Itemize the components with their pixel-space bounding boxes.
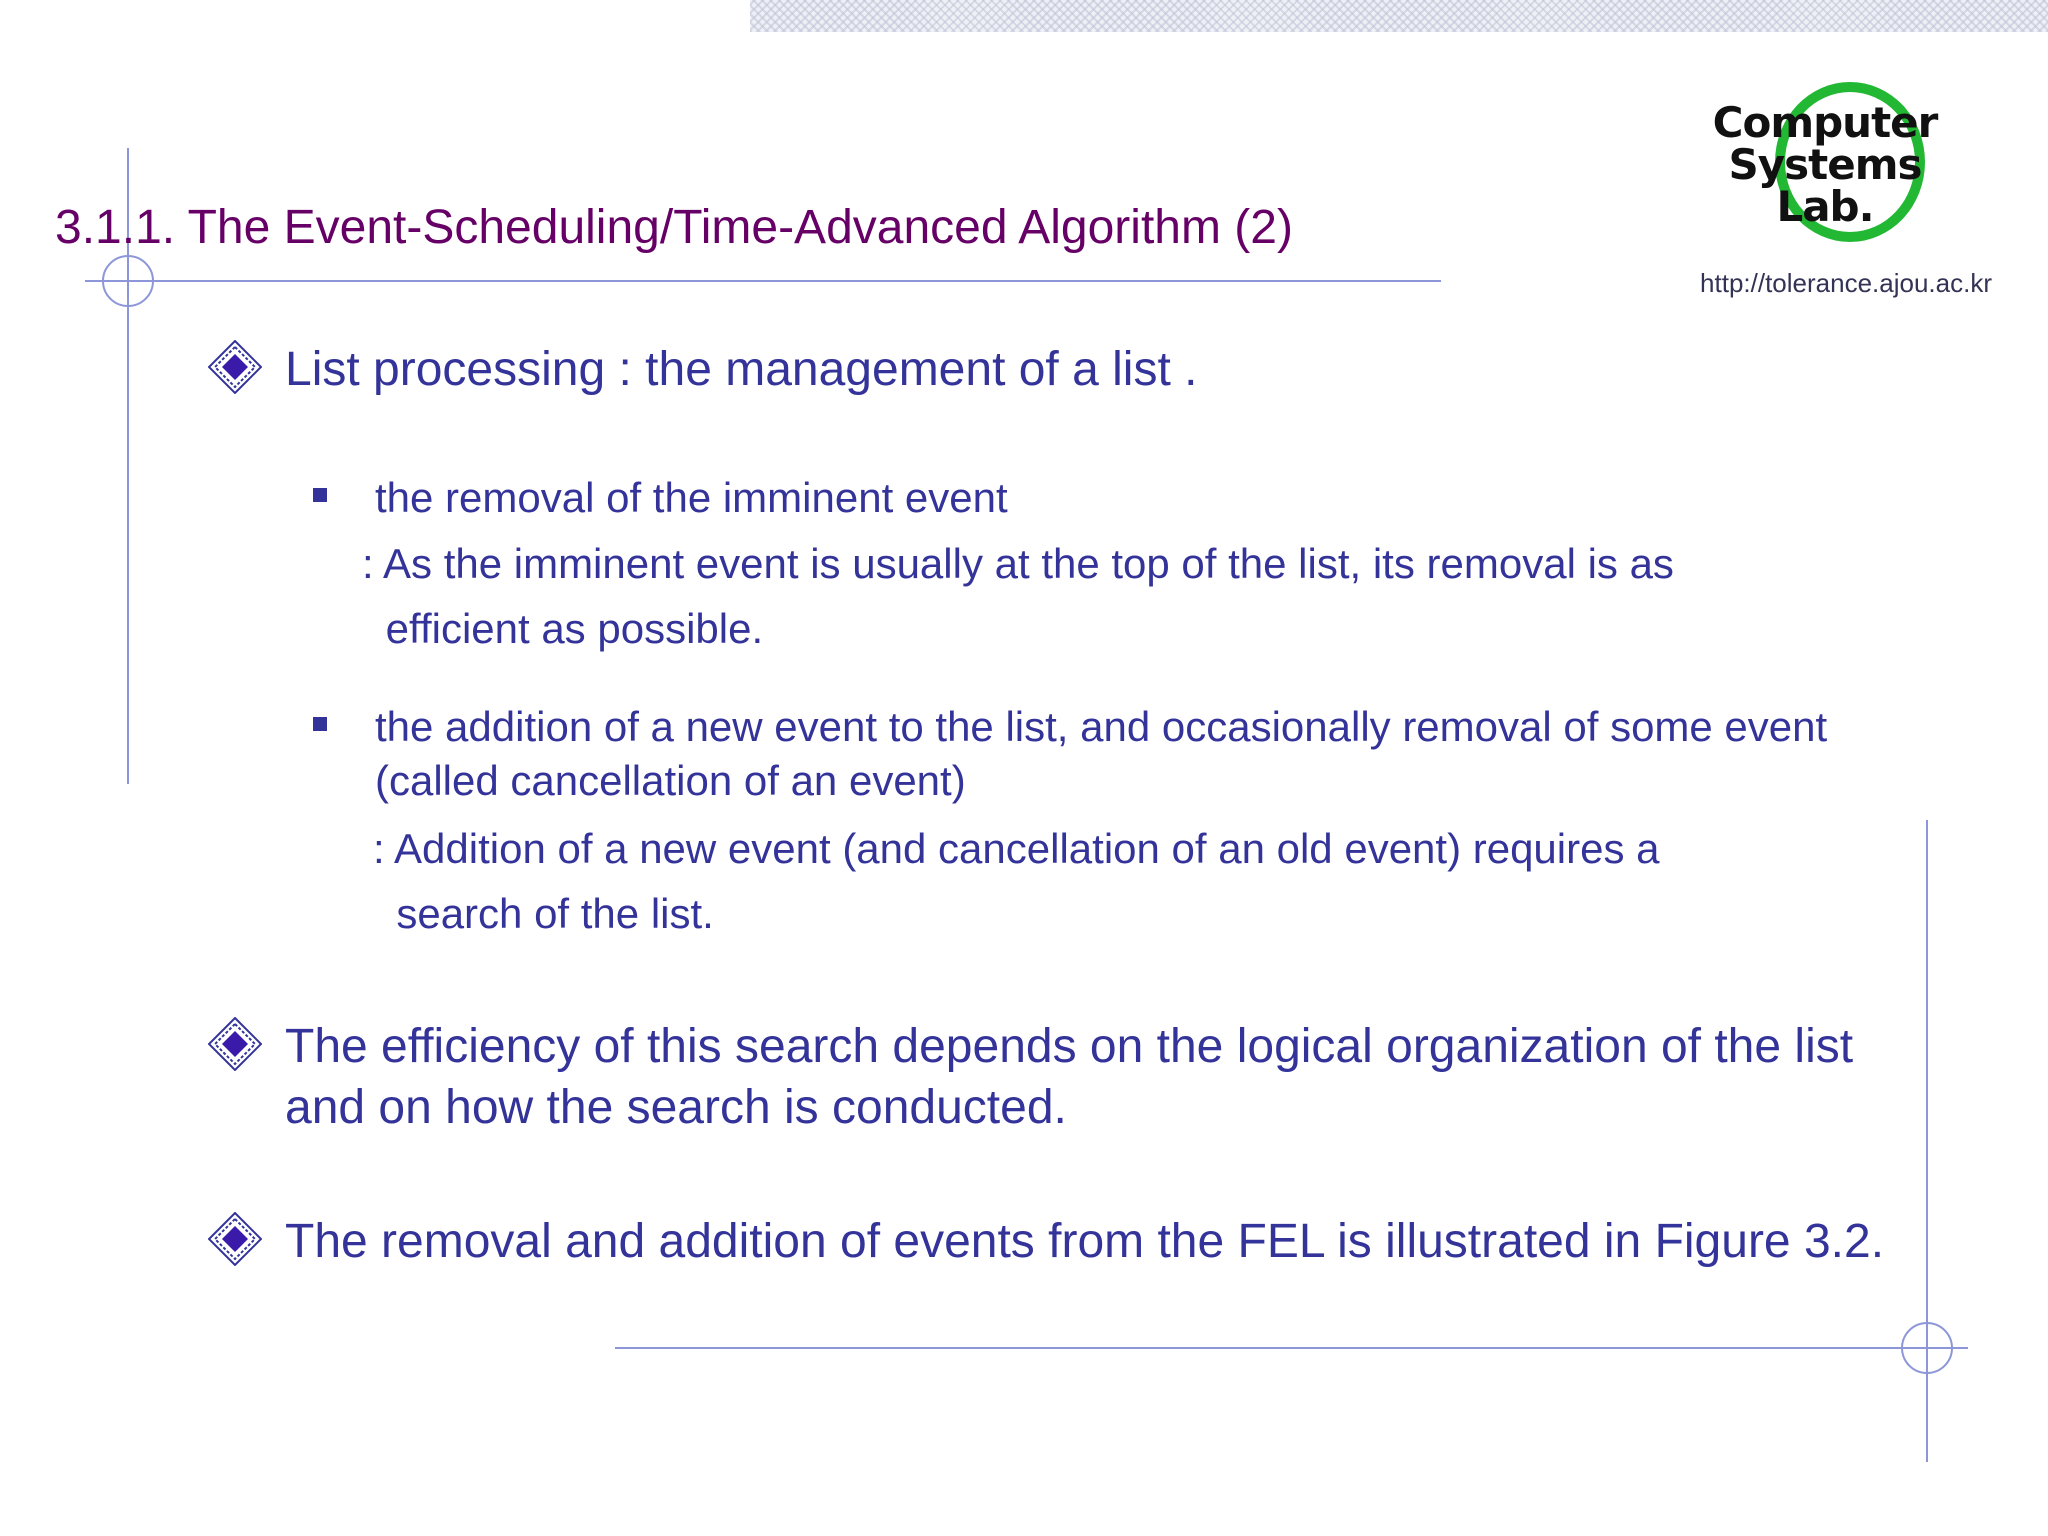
sub-bullet-removal-detail-line-1: : As the imminent event is usually at the top of the list, its removal is as xyxy=(362,540,1674,587)
logo-line-2: Systems xyxy=(1728,140,1922,189)
sub-bullet-addition: the addition of a new event to the list, and occasionally removal of some event (called cancellation of an event) xyxy=(375,703,1828,804)
bullet-list-processing: List processing : the management of a list . xyxy=(285,343,1198,396)
square-bullet-icon xyxy=(313,717,327,731)
diamond-bullet-icon xyxy=(208,1017,262,1071)
bullet-search-efficiency: The efficiency of this search depends on the logical organization of the list and on how the search is conducted. xyxy=(285,1020,1854,1134)
diamond-bullet-icon xyxy=(208,1212,262,1266)
sub-bullet-addition-detail-line-2: search of the list. xyxy=(373,890,714,937)
logo-line-3: Lab. xyxy=(1776,182,1874,231)
sub-bullet-removal-detail-line-2: efficient as possible. xyxy=(374,605,764,652)
sub-bullet-removal: the removal of the imminent event xyxy=(375,474,1008,521)
square-bullet-icon xyxy=(313,488,327,502)
slide-title: 3.1.1. The Event-Scheduling/Time-Advanced Algorithm (2) xyxy=(55,201,1293,254)
lab-url: http://tolerance.ajou.ac.kr xyxy=(1700,268,1992,298)
bullet-fel-illustration: The removal and addition of events from the FEL is illustrated in Figure 3.2. xyxy=(285,1215,1885,1268)
logo-line-1: Computer xyxy=(1712,98,1938,147)
diamond-bullet-icon xyxy=(208,340,262,394)
sub-bullet-addition-detail-line-1: : Addition of a new event (and cancellation of an old event) requires a xyxy=(373,825,1660,872)
